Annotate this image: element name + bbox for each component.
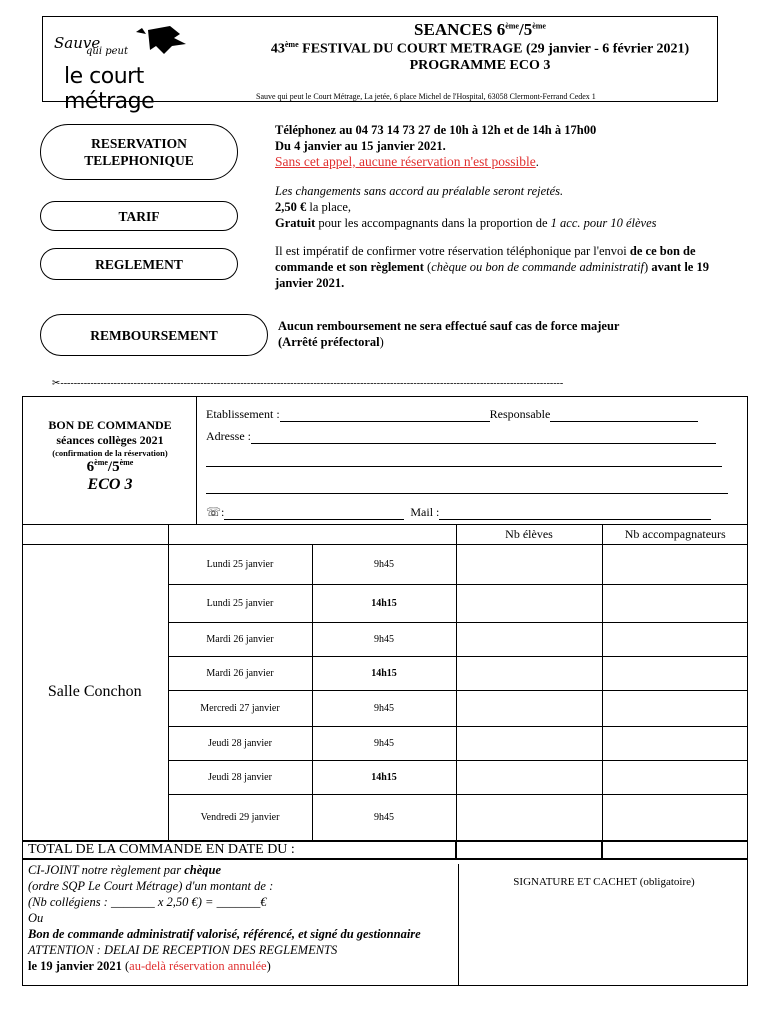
col-eleves: Nb élèves xyxy=(456,525,602,545)
accomp-input[interactable] xyxy=(602,761,748,795)
reservation-label: RESERVATION TELEPHONIQUE xyxy=(40,124,238,180)
order-divider xyxy=(196,396,197,524)
header-empty xyxy=(168,525,312,545)
eleves-input[interactable] xyxy=(456,545,602,585)
accomp-input[interactable] xyxy=(602,691,748,727)
tarif-label: TARIF xyxy=(40,201,238,231)
logo-line3: le court métrage xyxy=(64,64,155,114)
session-table xyxy=(22,524,748,860)
session-day: Jeudi 28 janvier xyxy=(168,727,312,761)
adresse-field-2[interactable] xyxy=(206,444,722,467)
logo-line1: Sauve xyxy=(54,34,101,52)
total-label: TOTAL DE LA COMMANDE EN DATE DU : xyxy=(22,841,456,859)
footer-divider xyxy=(458,864,459,986)
festival-title: 43ème FESTIVAL DU COURT METRAGE (29 janvier - 6 février 2021) xyxy=(270,40,690,57)
session-time: 14h15 xyxy=(312,761,456,795)
accomp-input[interactable] xyxy=(602,727,748,761)
reglement-label: REGLEMENT xyxy=(40,248,238,280)
reglement-text: Il est impératif de confirmer votre réservation téléphonique par l'envoi de ce bon de commande et son règlement (chèque ou bon de commande administratif) avant le 19 janvier 2021. xyxy=(275,244,709,290)
header-empty xyxy=(312,525,456,545)
eleves-input[interactable] xyxy=(456,585,602,623)
session-day: Lundi 25 janvier xyxy=(168,545,312,585)
session-day: Mardi 26 janvier xyxy=(168,657,312,691)
cut-line: ✂------------------------------------------------------------------------------------------------------------------------------------------------------- xyxy=(52,378,564,389)
programme-title: PROGRAMME ECO 3 xyxy=(409,58,551,73)
remboursement-label: REMBOURSEMENT xyxy=(40,314,268,356)
session-time: 9h45 xyxy=(312,795,456,841)
header-empty xyxy=(22,525,168,545)
salle-label: Salle Conchon xyxy=(22,545,168,841)
responsable-field[interactable] xyxy=(550,409,698,422)
accomp-input[interactable] xyxy=(602,795,748,841)
session-day: Mercredi 27 janvier xyxy=(168,691,312,727)
session-day: Lundi 25 janvier xyxy=(168,585,312,623)
logo-line2: qui peut xyxy=(86,46,128,57)
header-address: Sauve qui peut le Court Métrage, La jetée, 6 place Michel de l'Hospital, 63058 Clermont-Ferrand Cedex 1 xyxy=(256,92,596,101)
footer-text: CI-JOINT notre règlement par chèque (ordre SQP Le Court Métrage) d'un montant de : (Nb collégiens : _______ x 2,50 €) = _______€ Ou Bon de commande administratif valorisé, référencé, et signé du gestionnaire ATTENTION : DELAI DE RECEPTION DES REGLEMENTS le 19 janvier 2021 (au-delà réservation annulée) xyxy=(28,863,421,973)
remboursement-text: Aucun remboursement ne sera effectué sauf cas de force majeur (Arrêté préfectoral) xyxy=(278,319,620,349)
session-time: 9h45 xyxy=(312,545,456,585)
session-row xyxy=(22,545,748,585)
accomp-input[interactable] xyxy=(602,623,748,657)
session-time: 14h15 xyxy=(312,585,456,623)
total-eleves-field[interactable] xyxy=(456,841,602,859)
festival-logo xyxy=(52,24,227,114)
tarif-text: Les changements sans accord au préalable seront rejetés. 2,50 € la place, Gratuit pour les accompagnants dans la proportion de 1 acc. pour 10 élèves xyxy=(275,184,657,230)
phone-sep: : xyxy=(221,505,225,519)
eleves-input[interactable] xyxy=(456,657,602,691)
adresse-label: Adresse : xyxy=(206,429,251,443)
eleves-input[interactable] xyxy=(456,623,602,657)
etablissement-field[interactable] xyxy=(280,409,490,422)
responsable-label: Responsable xyxy=(489,407,551,421)
session-day: Mardi 26 janvier xyxy=(168,623,312,657)
mail-field[interactable] xyxy=(439,507,711,520)
eleves-input[interactable] xyxy=(456,795,602,841)
order-title: BON DE COMMANDE séances collèges 2021 (confirmation de la réservation) 6ème/5ème ECO 3 xyxy=(48,418,172,493)
signature-label: SIGNATURE ET CACHET (obligatoire) xyxy=(513,876,695,888)
session-time: 9h45 xyxy=(312,623,456,657)
col-accomp: Nb accompagnateurs xyxy=(602,525,748,545)
adresse-field-3[interactable] xyxy=(206,471,728,494)
session-day: Jeudi 28 janvier xyxy=(168,761,312,795)
etablissement-label: Etablissement : xyxy=(206,407,280,421)
accomp-input[interactable] xyxy=(602,657,748,691)
accomp-input[interactable] xyxy=(602,585,748,623)
eleves-input[interactable] xyxy=(456,691,602,727)
mail-label: Mail : xyxy=(410,505,440,519)
header-title: SEANCES 6ème/5ème xyxy=(414,20,546,39)
reservation-text: Téléphonez au 04 73 14 73 27 de 10h à 12h et de 14h à 17h00 Du 4 janvier au 15 janvier 2021. Sans cet appel, aucune réservation n'est possible. xyxy=(275,123,597,169)
session-time: 14h15 xyxy=(312,657,456,691)
session-time: 9h45 xyxy=(312,691,456,727)
total-accomp-field[interactable] xyxy=(602,841,748,859)
session-time: 9h45 xyxy=(312,727,456,761)
accomp-input[interactable] xyxy=(602,545,748,585)
phone-field[interactable] xyxy=(224,507,404,520)
adresse-field[interactable] xyxy=(251,431,716,444)
eleves-input[interactable] xyxy=(456,761,602,795)
eleves-input[interactable] xyxy=(456,727,602,761)
signature-field[interactable] xyxy=(462,896,744,982)
phone-icon: ☏ xyxy=(206,505,222,519)
order-fields xyxy=(206,404,736,520)
session-day: Vendredi 29 janvier xyxy=(168,795,312,841)
